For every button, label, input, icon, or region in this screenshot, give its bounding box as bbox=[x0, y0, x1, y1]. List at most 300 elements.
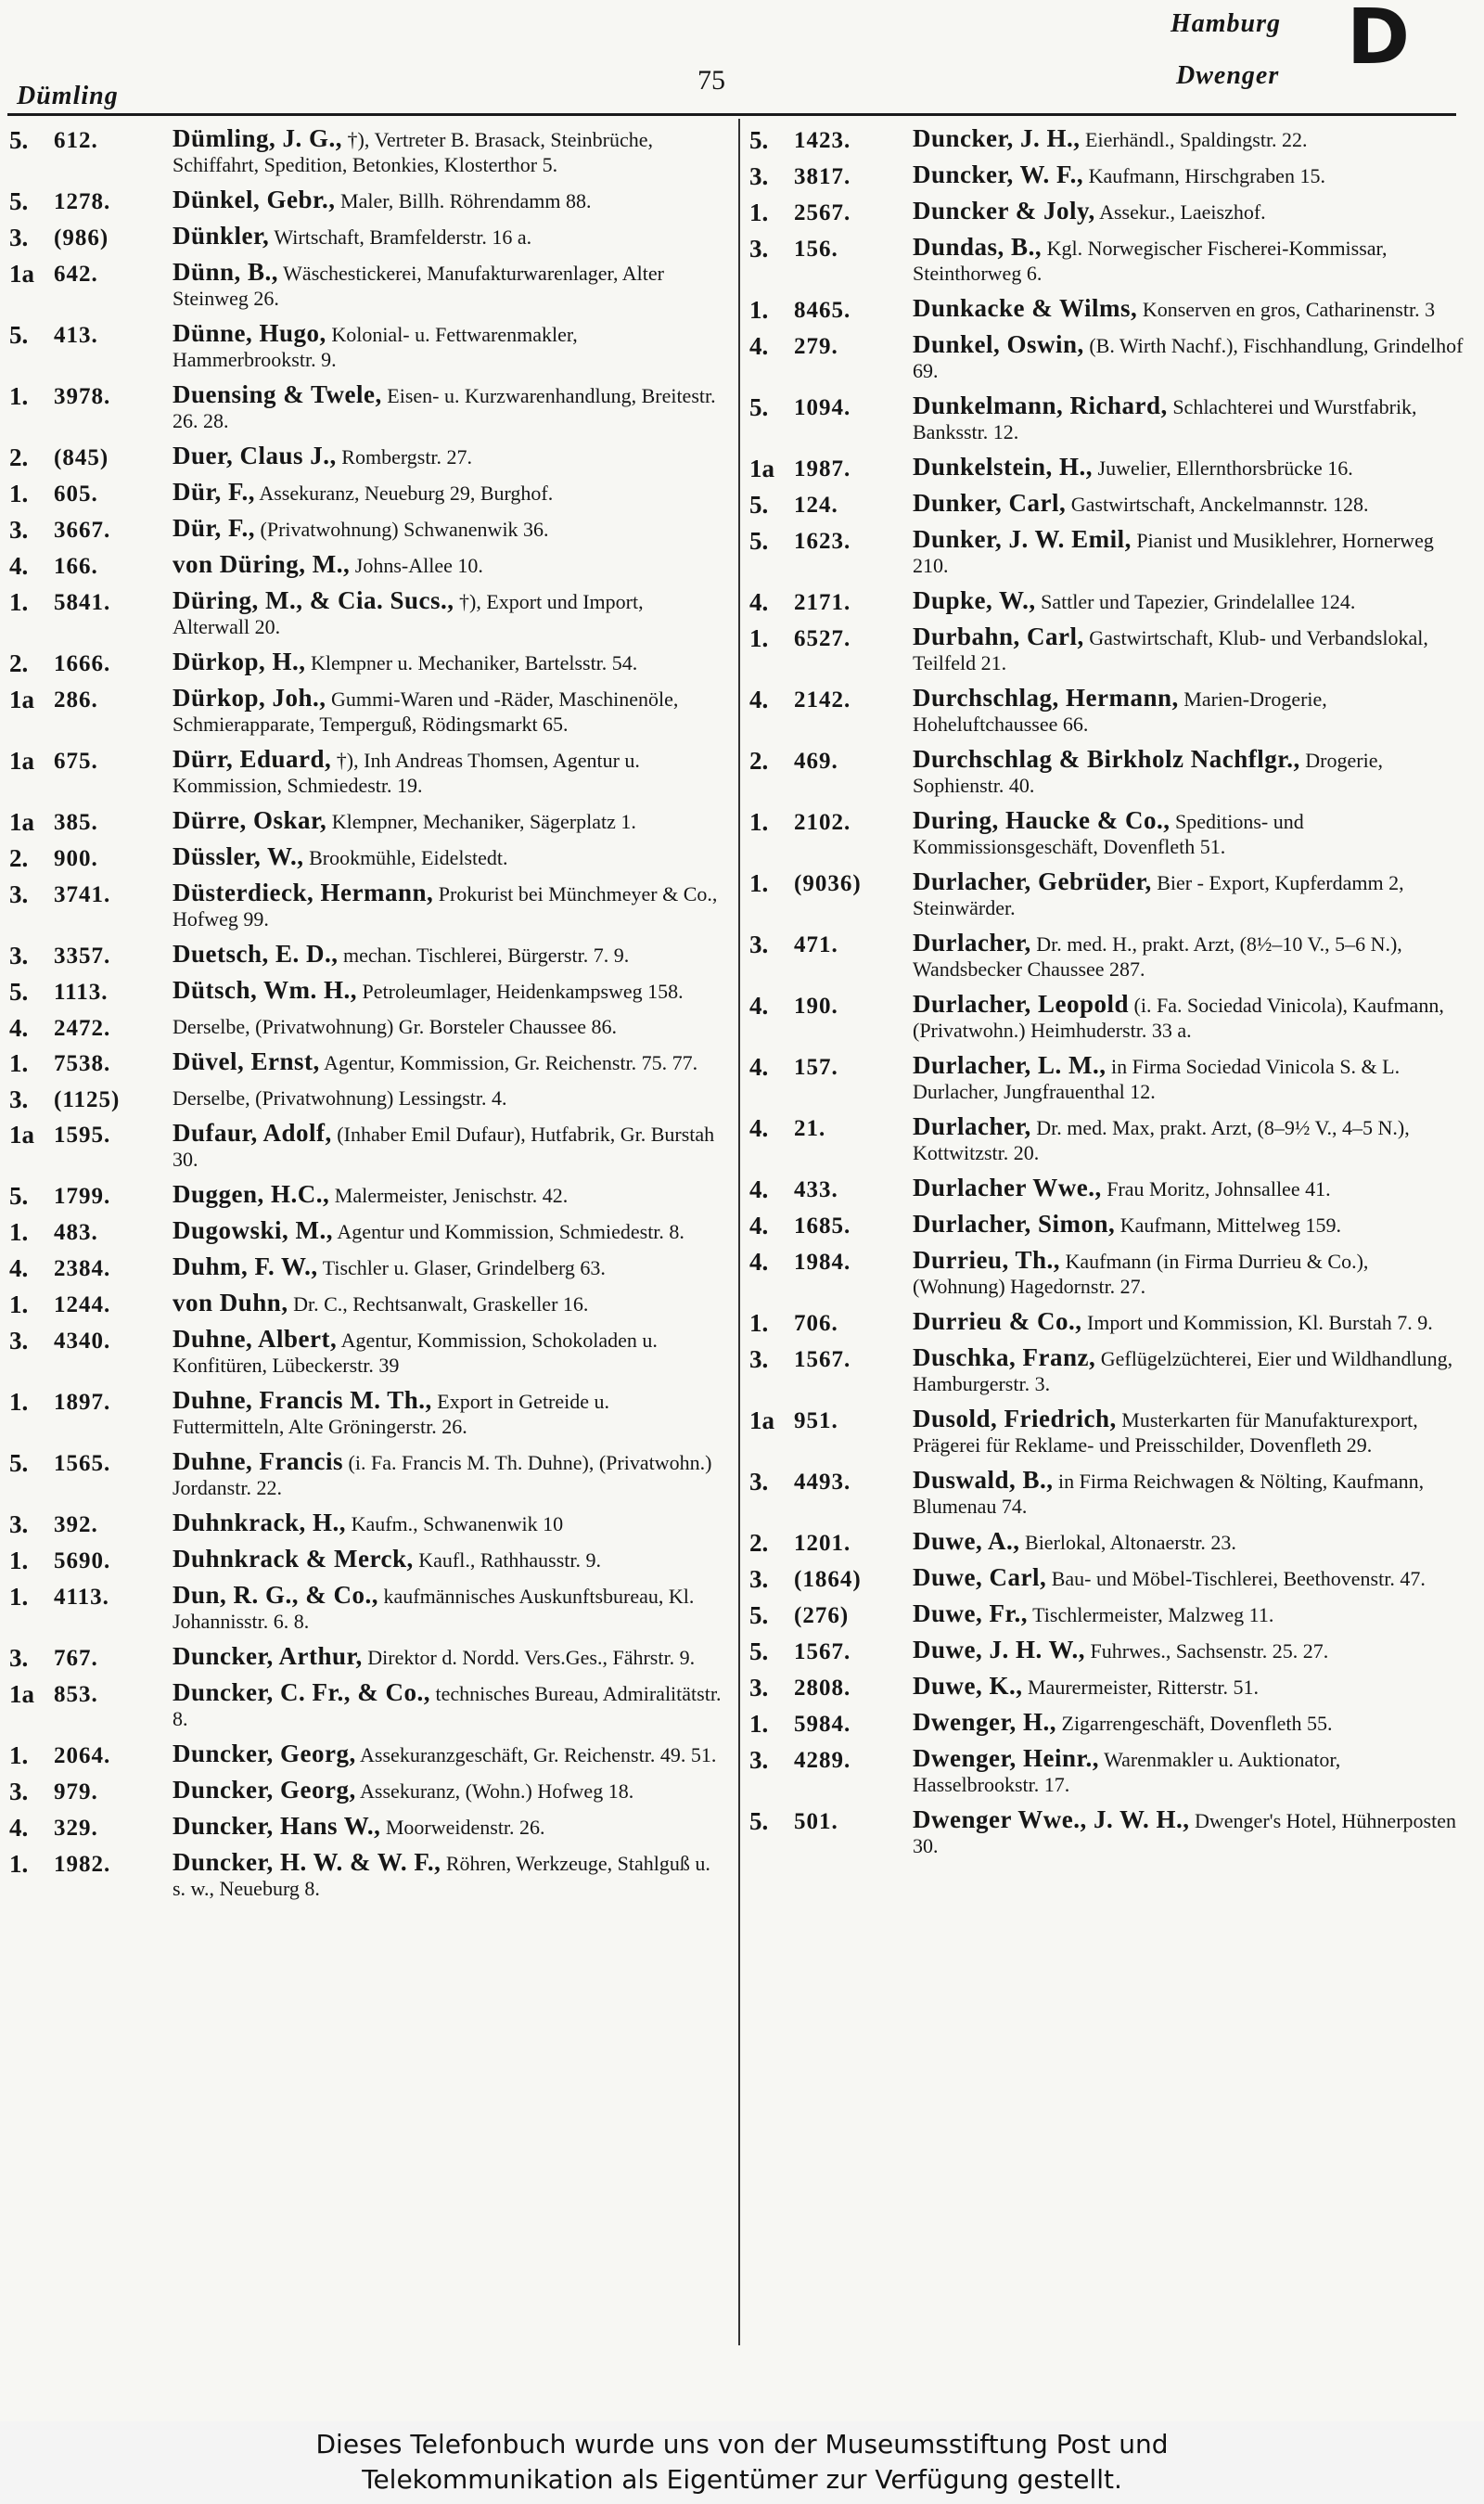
phone-number: 124. bbox=[794, 493, 838, 518]
running-head-city: Hamburg bbox=[1171, 9, 1282, 38]
exchange-prefix: 3. bbox=[9, 1327, 29, 1355]
subscriber-details: Eisen- u. Kurzwarenhandlung, Breitestr. 26. 28. bbox=[173, 384, 716, 432]
exchange-prefix: 1a bbox=[9, 260, 34, 288]
phone-number: 4113. bbox=[54, 1585, 109, 1610]
phone-number: 1799. bbox=[54, 1184, 111, 1209]
phone-number: 1244. bbox=[54, 1292, 111, 1317]
phone-number: (9036) bbox=[794, 871, 862, 896]
exchange-prefix: 5. bbox=[9, 978, 29, 1006]
directory-entry bbox=[9, 1449, 723, 1500]
phone-number: 5690. bbox=[54, 1548, 111, 1573]
subscriber-name: Duncker, Georg, bbox=[173, 1776, 356, 1804]
subscriber-name: Dünn, B., bbox=[173, 258, 279, 286]
subscriber-details: Eierhändl., Spaldingstr. 22. bbox=[1085, 128, 1308, 151]
subscriber-details: (Privatwohnung) Schwanenwik 36. bbox=[260, 518, 549, 541]
right-column bbox=[749, 126, 1464, 1868]
exchange-prefix: 1. bbox=[9, 1291, 29, 1318]
subscriber-details: in Firma Reichwagen & Nölting, Kaufmann, Blumenau 74. bbox=[913, 1470, 1425, 1518]
subscriber-name: Duhne, Francis M. Th., bbox=[173, 1386, 432, 1414]
running-head-left: Dümling bbox=[17, 82, 119, 110]
exchange-prefix: 4. bbox=[749, 1053, 769, 1081]
phone-number: 1423. bbox=[794, 128, 851, 153]
exchange-prefix: 2. bbox=[749, 747, 769, 775]
header-rule bbox=[7, 113, 1456, 116]
exchange-prefix: 1. bbox=[9, 480, 29, 507]
subscriber-name: Dunker, J. W. Emil, bbox=[913, 525, 1132, 553]
subscriber-name: Duncker, Hans W., bbox=[173, 1812, 381, 1840]
phone-number: (845) bbox=[54, 445, 109, 470]
exchange-prefix: 1a bbox=[9, 686, 34, 713]
phone-number: 612. bbox=[54, 128, 98, 153]
directory-entry bbox=[9, 126, 723, 177]
phone-number: 471. bbox=[794, 932, 838, 957]
subscriber-name: von Duhn, bbox=[173, 1289, 288, 1316]
subscriber-name: Duschka, Franz, bbox=[913, 1343, 1096, 1371]
exchange-prefix: 5. bbox=[9, 1182, 29, 1210]
directory-entry bbox=[9, 382, 723, 433]
exchange-prefix: 1. bbox=[9, 1218, 29, 1246]
exchange-prefix: 1a bbox=[9, 1680, 34, 1708]
directory-entry bbox=[9, 978, 723, 1004]
directory-entry bbox=[9, 1388, 723, 1439]
phone-number: 642. bbox=[54, 262, 98, 287]
subscriber-name: Duwe, Carl, bbox=[913, 1563, 1047, 1591]
phone-number: 979. bbox=[54, 1779, 98, 1804]
subscriber-details: (i. Fa. Francis M. Th. Duhne), (Privatwohn.) Jordanstr. 22. bbox=[173, 1451, 712, 1499]
phone-number: 1278. bbox=[54, 189, 111, 214]
directory-entry bbox=[749, 1309, 1464, 1335]
subscriber-name: Dufaur, Adolf, bbox=[173, 1119, 332, 1147]
subscriber-name: Duhm, F. W., bbox=[173, 1252, 318, 1280]
directory-entry bbox=[9, 1085, 723, 1111]
directory-entry bbox=[749, 1807, 1464, 1858]
directory-entry bbox=[749, 455, 1464, 481]
exchange-prefix: 1. bbox=[749, 199, 769, 226]
directory-entry bbox=[9, 516, 723, 542]
exchange-prefix: 4. bbox=[749, 686, 769, 713]
phone-number: 279. bbox=[794, 334, 838, 359]
phone-number: (1864) bbox=[794, 1567, 862, 1592]
section-letter: D bbox=[1347, 0, 1411, 82]
exchange-prefix: 1a bbox=[749, 1406, 774, 1434]
running-head-right: Dwenger bbox=[1176, 61, 1280, 90]
phone-number: 1595. bbox=[54, 1123, 111, 1148]
exchange-prefix: 3. bbox=[9, 516, 29, 544]
directory-entry bbox=[749, 808, 1464, 859]
directory-entry bbox=[749, 1529, 1464, 1555]
phone-number: 5984. bbox=[794, 1712, 851, 1737]
directory-entry bbox=[749, 1053, 1464, 1104]
exchange-prefix: 4. bbox=[749, 332, 769, 360]
exchange-prefix: 3. bbox=[9, 1644, 29, 1672]
subscriber-details: Dr. med. Max, prakt. Arzt, (8–9½ V., 4–5 N.), Kottwitzstr. 20. bbox=[913, 1116, 1410, 1164]
phone-number: 8465. bbox=[794, 298, 851, 323]
subscriber-details: Rombergstr. 27. bbox=[341, 445, 473, 469]
directory-entry bbox=[9, 321, 723, 372]
exchange-prefix: 1a bbox=[9, 1121, 34, 1149]
directory-entry bbox=[9, 588, 723, 639]
phone-number: 4289. bbox=[794, 1748, 851, 1773]
subscriber-details: Moorweidenstr. 26. bbox=[385, 1816, 545, 1839]
directory-entry bbox=[9, 1680, 723, 1731]
subscriber-name: Duwe, Fr., bbox=[913, 1599, 1028, 1627]
phone-number: (276) bbox=[794, 1603, 850, 1628]
left-column bbox=[9, 126, 723, 1911]
phone-number: 2808. bbox=[794, 1676, 851, 1701]
directory-entry bbox=[749, 393, 1464, 444]
subscriber-name: Durchschlag & Birkholz Nachflgr., bbox=[913, 745, 1300, 773]
subscriber-details: Tischler u. Glaser, Grindelberg 63. bbox=[322, 1256, 606, 1279]
phone-number: 1666. bbox=[54, 651, 111, 676]
exchange-prefix: 5. bbox=[749, 527, 769, 555]
directory-entry bbox=[9, 1121, 723, 1172]
subscriber-name: Durlacher, Gebrüder, bbox=[913, 867, 1152, 895]
directory-entry bbox=[9, 224, 723, 250]
column-divider bbox=[738, 119, 740, 2345]
phone-number: 2567. bbox=[794, 200, 851, 225]
phone-number: 166. bbox=[54, 554, 98, 579]
phone-number: 2142. bbox=[794, 687, 851, 713]
exchange-prefix: 1. bbox=[749, 624, 769, 652]
phone-number: 1567. bbox=[794, 1347, 851, 1372]
subscriber-name: Dunkelstein, H., bbox=[913, 453, 1094, 481]
subscriber-details: Export in Getreide u. Futtermitteln, Alte Gröningerstr. 26. bbox=[173, 1390, 610, 1438]
phone-number: 1201. bbox=[794, 1531, 851, 1556]
phone-number: 1567. bbox=[794, 1639, 851, 1664]
exchange-prefix: 2. bbox=[9, 844, 29, 872]
subscriber-details: Kaufmann (in Firma Durrieu & Co.), (Wohnung) Hagedornstr. 27. bbox=[913, 1250, 1369, 1298]
subscriber-name: Dünkler, bbox=[173, 222, 270, 250]
exchange-prefix: 5. bbox=[749, 393, 769, 421]
exchange-prefix: 5. bbox=[749, 1807, 769, 1835]
directory-entry bbox=[9, 187, 723, 213]
directory-entry bbox=[749, 588, 1464, 614]
phone-number: 853. bbox=[54, 1682, 98, 1707]
directory-entry bbox=[9, 1583, 723, 1634]
directory-entry bbox=[9, 1182, 723, 1208]
subscriber-name: Duncker & Joly, bbox=[913, 197, 1095, 225]
subscriber-name: von Düring, M., bbox=[173, 550, 351, 578]
directory-entry bbox=[749, 992, 1464, 1043]
subscriber-details: Agentur, Kommission, Schokoladen u. Konfitüren, Lübeckerstr. 39 bbox=[173, 1329, 658, 1377]
exchange-prefix: 2. bbox=[9, 443, 29, 471]
exchange-prefix: 3. bbox=[9, 1510, 29, 1538]
subscriber-name: Duncker, Arthur, bbox=[173, 1642, 363, 1670]
subscriber-name: Düring, M., & Cia. Sucs., bbox=[173, 586, 454, 614]
subscriber-details: Kaufm., Schwanenwik 10 bbox=[351, 1512, 564, 1535]
subscriber-name: Dunkacke & Wilms, bbox=[913, 294, 1138, 322]
subscriber-name: Duhnkrack & Merck, bbox=[173, 1545, 414, 1573]
subscriber-name: During, Haucke & Co., bbox=[913, 806, 1171, 834]
directory-entry bbox=[749, 1637, 1464, 1663]
directory-entry bbox=[749, 1406, 1464, 1457]
directory-entry bbox=[9, 747, 723, 798]
subscriber-details: Kgl. Norwegischer Fischerei-Kommissar, Steinthorweg 6. bbox=[913, 237, 1388, 285]
directory-entry bbox=[749, 491, 1464, 517]
subscriber-details: (B. Wirth Nachf.), Fischhandlung, Grindelhof 69. bbox=[913, 334, 1464, 382]
directory-entry bbox=[749, 1468, 1464, 1519]
exchange-prefix: 2. bbox=[9, 649, 29, 677]
phone-number: 392. bbox=[54, 1512, 98, 1537]
exchange-prefix: 3. bbox=[749, 1468, 769, 1496]
phone-number: 469. bbox=[794, 749, 838, 774]
subscriber-details: Musterkarten für Manufakturexport, Prägerei für Reklame- und Preisschilder, Dovenfleth 29. bbox=[913, 1408, 1418, 1457]
exchange-prefix: 1. bbox=[9, 1850, 29, 1878]
phone-number: 4340. bbox=[54, 1329, 111, 1354]
subscriber-details: Wirtschaft, Bramfelderstr. 16 a. bbox=[274, 225, 532, 249]
phone-number: 329. bbox=[54, 1816, 98, 1841]
subscriber-details: Schlachterei und Wurstfabrik, Banksstr. 12. bbox=[913, 395, 1417, 443]
phone-number: 2102. bbox=[794, 810, 851, 835]
subscriber-name: Dürkop, H., bbox=[173, 648, 306, 675]
subscriber-name: Dütsch, Wm. H., bbox=[173, 976, 358, 1004]
subscriber-details: (i. Fa. Sociedad Vinicola), Kaufmann, (Privatwohn.) Heimhuderstr. 33 a. bbox=[913, 994, 1444, 1042]
exchange-prefix: 5. bbox=[749, 491, 769, 519]
subscriber-details: Assekuranzgeschäft, Gr. Reichenstr. 49. 51. bbox=[360, 1743, 717, 1766]
exchange-prefix: 4. bbox=[749, 992, 769, 1020]
directory-entry bbox=[749, 1345, 1464, 1396]
phone-number: 6527. bbox=[794, 626, 851, 651]
directory-entry bbox=[749, 1746, 1464, 1797]
subscriber-details: Fuhrwes., Sachsenstr. 25. 27. bbox=[1090, 1639, 1329, 1663]
directory-entry bbox=[749, 686, 1464, 737]
subscriber-name: Duncker, Georg, bbox=[173, 1740, 356, 1767]
exchange-prefix: 5. bbox=[749, 1601, 769, 1629]
directory-entry bbox=[9, 942, 723, 968]
phone-number: 1565. bbox=[54, 1451, 111, 1476]
subscriber-name: Dünne, Hugo, bbox=[173, 319, 326, 347]
phone-number: (986) bbox=[54, 225, 109, 250]
subscriber-name: Duggen, H.C., bbox=[173, 1180, 330, 1208]
subscriber-name: Dupke, W., bbox=[913, 586, 1036, 614]
exchange-prefix: 1. bbox=[9, 382, 29, 410]
subscriber-details: Gummi-Waren und -Räder, Maschinenöle, Schmierapparate, Temperguß, Rödingsmarkt 65. bbox=[173, 687, 679, 736]
exchange-prefix: 5. bbox=[9, 187, 29, 215]
phone-number: 1987. bbox=[794, 456, 851, 482]
subscriber-details: Pianist und Musiklehrer, Hornerweg 210. bbox=[913, 529, 1434, 577]
subscriber-name: Duncker, H. W. & W. F., bbox=[173, 1848, 441, 1876]
directory-entry bbox=[749, 296, 1464, 322]
exchange-prefix: 1. bbox=[9, 1547, 29, 1574]
subscriber-details: Johns-Allee 10. bbox=[354, 554, 483, 577]
directory-entry bbox=[749, 931, 1464, 982]
directory-entry bbox=[749, 1710, 1464, 1736]
exchange-prefix: 5. bbox=[9, 321, 29, 349]
exchange-prefix: 2. bbox=[749, 1529, 769, 1557]
subscriber-details: Maler, Billh. Röhrendamm 88. bbox=[340, 189, 592, 212]
subscriber-name: Duswald, B., bbox=[913, 1466, 1054, 1494]
exchange-prefix: 5. bbox=[9, 126, 29, 154]
directory-entry bbox=[749, 527, 1464, 578]
subscriber-name: Durchschlag, Hermann, bbox=[913, 684, 1179, 712]
exchange-prefix: 4. bbox=[749, 1248, 769, 1276]
subscriber-name: Duncker, C. Fr., & Co., bbox=[173, 1678, 431, 1706]
subscriber-name: Dür, F., bbox=[173, 478, 256, 506]
exchange-prefix: 3. bbox=[749, 1345, 769, 1373]
directory-entry bbox=[9, 1510, 723, 1536]
subscriber-name: Durlacher, Leopold bbox=[913, 990, 1130, 1018]
subscriber-name: Dusold, Friedrich, bbox=[913, 1405, 1117, 1432]
subscriber-details: Geflügelzüchterei, Eier und Wildhandlung, Hamburgerstr. 3. bbox=[913, 1347, 1453, 1395]
subscriber-name: Durlacher, L. M., bbox=[913, 1051, 1107, 1079]
subscriber-name: Duncker, J. H., bbox=[913, 124, 1081, 152]
subscriber-details: Assekuranz, (Wohn.) Hofweg 18. bbox=[360, 1779, 634, 1803]
phone-number: 675. bbox=[54, 749, 98, 774]
directory-entry bbox=[9, 1218, 723, 1244]
phone-number: 706. bbox=[794, 1311, 838, 1336]
directory-entry bbox=[749, 235, 1464, 286]
subscriber-name: Dunkelmann, Richard, bbox=[913, 392, 1168, 419]
exchange-prefix: 1. bbox=[9, 588, 29, 616]
subscriber-name: Duetsch, E. D., bbox=[173, 940, 339, 968]
subscriber-name: Duensing & Twele, bbox=[173, 380, 382, 408]
exchange-prefix: 3. bbox=[749, 162, 769, 190]
subscriber-name: Dür, F., bbox=[173, 514, 256, 542]
directory-entry bbox=[9, 260, 723, 311]
phone-number: 1113. bbox=[54, 980, 109, 1005]
phone-number: 7538. bbox=[54, 1051, 111, 1076]
directory-entry bbox=[749, 1565, 1464, 1591]
subscriber-details: Kolonial- u. Fettwarenmakler, Hammerbrookstr. 9. bbox=[173, 323, 578, 371]
phone-number: 605. bbox=[54, 482, 98, 507]
subscriber-name: Dümling, J. G., bbox=[173, 124, 343, 152]
phone-number: 2171. bbox=[794, 590, 851, 615]
subscriber-details: Gastwirtschaft, Anckelmannstr. 128. bbox=[1070, 493, 1369, 516]
subscriber-name: Duer, Claus J., bbox=[173, 442, 337, 469]
exchange-prefix: 1a bbox=[9, 747, 34, 775]
subscriber-details: (Inhaber Emil Dufaur), Hutfabrik, Gr. Burstah 30. bbox=[173, 1123, 715, 1171]
exchange-prefix: 1. bbox=[749, 296, 769, 324]
subscriber-details: Marien-Drogerie, Hoheluftchaussee 66. bbox=[913, 687, 1327, 736]
subscriber-details: Derselbe, (Privatwohnung) Lessingstr. 4. bbox=[173, 1086, 507, 1110]
directory-entry bbox=[9, 880, 723, 931]
exchange-prefix: 4. bbox=[9, 552, 29, 580]
subscriber-details: Röhren, Werkzeuge, Stahlguß u. s. w., Neueburg 8. bbox=[173, 1852, 710, 1900]
phone-number: 3978. bbox=[54, 384, 111, 409]
directory-entry bbox=[749, 126, 1464, 152]
subscriber-details: Brookmühle, Eidelstedt. bbox=[309, 846, 508, 869]
phone-number: 767. bbox=[54, 1646, 98, 1671]
phone-number: 190. bbox=[794, 994, 838, 1019]
subscriber-name: Dunker, Carl, bbox=[913, 489, 1067, 517]
subscriber-details: Drogerie, Sophienstr. 40. bbox=[913, 749, 1383, 797]
directory-entry bbox=[9, 844, 723, 870]
subscriber-details: Klempner u. Mechaniker, Bartelsstr. 54. bbox=[311, 651, 638, 674]
subscriber-name: Dünkel, Gebr., bbox=[173, 186, 336, 213]
directory-entry bbox=[749, 1248, 1464, 1299]
subscriber-details: Petroleumlager, Heidenkampsweg 158. bbox=[362, 980, 684, 1003]
subscriber-name: Durlacher, bbox=[913, 1112, 1031, 1140]
footer-line-2: Telekommunikation als Eigentümer zur Verfügung gestellt. bbox=[362, 2464, 1122, 2495]
exchange-prefix: 4. bbox=[749, 1114, 769, 1142]
subscriber-details: Klempner, Mechaniker, Sägerplatz 1. bbox=[331, 810, 636, 833]
directory-entry bbox=[9, 1778, 723, 1804]
subscriber-name: Dundas, B., bbox=[913, 233, 1043, 261]
directory-entry bbox=[9, 649, 723, 675]
exchange-prefix: 1. bbox=[749, 1309, 769, 1337]
directory-entry bbox=[9, 1014, 723, 1042]
directory-entry bbox=[9, 1049, 723, 1075]
phone-number: 900. bbox=[54, 846, 98, 871]
phone-number: 3741. bbox=[54, 882, 111, 907]
subscriber-name: Dwenger, Heinr., bbox=[913, 1744, 1099, 1772]
subscriber-details: Bierlokal, Altonaerstr. 23. bbox=[1025, 1531, 1236, 1554]
subscriber-name: Düssler, W., bbox=[173, 842, 304, 870]
exchange-prefix: 3. bbox=[9, 1778, 29, 1805]
directory-entry bbox=[749, 162, 1464, 188]
exchange-prefix: 3. bbox=[749, 931, 769, 958]
subscriber-details: Assekur., Laeiszhof. bbox=[1099, 200, 1266, 224]
subscriber-details: Maurermeister, Ritterstr. 51. bbox=[1028, 1676, 1260, 1699]
exchange-prefix: 3. bbox=[9, 1085, 29, 1113]
exchange-prefix: 1a bbox=[9, 808, 34, 836]
phone-number: 3817. bbox=[794, 164, 851, 189]
phone-number: 3667. bbox=[54, 518, 111, 543]
phone-number: 385. bbox=[54, 810, 98, 835]
exchange-prefix: 3. bbox=[749, 1746, 769, 1774]
subscriber-name: Durlacher, bbox=[913, 929, 1031, 957]
directory-entry bbox=[9, 1327, 723, 1378]
subscriber-details: Dr. C., Rechtsanwalt, Graskeller 16. bbox=[293, 1292, 589, 1316]
subscriber-name: Duhne, Francis bbox=[173, 1447, 344, 1475]
subscriber-details: technisches Bureau, Admiralitätstr. 8. bbox=[173, 1682, 722, 1730]
subscriber-details: Malermeister, Jenischstr. 42. bbox=[334, 1184, 569, 1207]
phone-number: 433. bbox=[794, 1177, 838, 1202]
phone-number: 413. bbox=[54, 323, 98, 348]
subscriber-details: Agentur, Kommission, Gr. Reichenstr. 75. 77. bbox=[324, 1051, 698, 1074]
subscriber-name: Dunkel, Oswin, bbox=[913, 330, 1084, 358]
directory-entry bbox=[9, 808, 723, 834]
subscriber-name: Durlacher, Simon, bbox=[913, 1210, 1116, 1238]
phone-number: 483. bbox=[54, 1220, 98, 1245]
directory-entry bbox=[9, 1547, 723, 1573]
subscriber-name: Duwe, A., bbox=[913, 1527, 1020, 1555]
subscriber-name: Dürkop, Joh., bbox=[173, 684, 326, 712]
subscriber-name: Durrieu, Th., bbox=[913, 1246, 1061, 1274]
directory-entry bbox=[749, 869, 1464, 920]
exchange-prefix: 1. bbox=[9, 1583, 29, 1611]
exchange-prefix: 3. bbox=[9, 942, 29, 969]
phone-number: 2064. bbox=[54, 1743, 111, 1768]
phone-number: 3357. bbox=[54, 944, 111, 969]
subscriber-details: Prokurist bei Münchmeyer & Co., Hofweg 99. bbox=[173, 882, 718, 931]
phone-number: 4493. bbox=[794, 1470, 851, 1495]
directory-entry bbox=[749, 1114, 1464, 1165]
subscriber-details: Juwelier, Ellernthorsbrücke 16. bbox=[1097, 456, 1353, 480]
phone-number: (1125) bbox=[54, 1087, 121, 1112]
phone-number: 1982. bbox=[54, 1852, 111, 1877]
subscriber-name: Duwe, K., bbox=[913, 1672, 1023, 1700]
footer-line-1: Dieses Telefonbuch wurde uns von der Museumsstiftung Post und bbox=[315, 2429, 1169, 2459]
subscriber-details: Kaufmann, Hirschgraben 15. bbox=[1088, 164, 1325, 187]
exchange-prefix: 3. bbox=[749, 235, 769, 263]
subscriber-details: Assekuranz, Neueburg 29, Burghof. bbox=[259, 482, 554, 505]
exchange-prefix: 4. bbox=[9, 1814, 29, 1842]
directory-entry bbox=[9, 443, 723, 469]
subscriber-name: Duhnkrack, H., bbox=[173, 1509, 347, 1536]
directory-entry bbox=[749, 624, 1464, 675]
exchange-prefix: 5. bbox=[749, 126, 769, 154]
exchange-prefix: 4. bbox=[749, 588, 769, 616]
subscriber-details: kaufmännisches Auskunftsbureau, Kl. Johannisstr. 6. 8. bbox=[173, 1585, 695, 1633]
directory-entry bbox=[749, 199, 1464, 225]
exchange-prefix: 4. bbox=[749, 1175, 769, 1203]
subscriber-name: Dugowski, M., bbox=[173, 1216, 334, 1244]
directory-entry bbox=[9, 686, 723, 737]
subscriber-details: Kaufmann, Mittelweg 159. bbox=[1119, 1213, 1342, 1237]
directory-entry bbox=[749, 1601, 1464, 1627]
exchange-prefix: 1. bbox=[749, 1710, 769, 1738]
